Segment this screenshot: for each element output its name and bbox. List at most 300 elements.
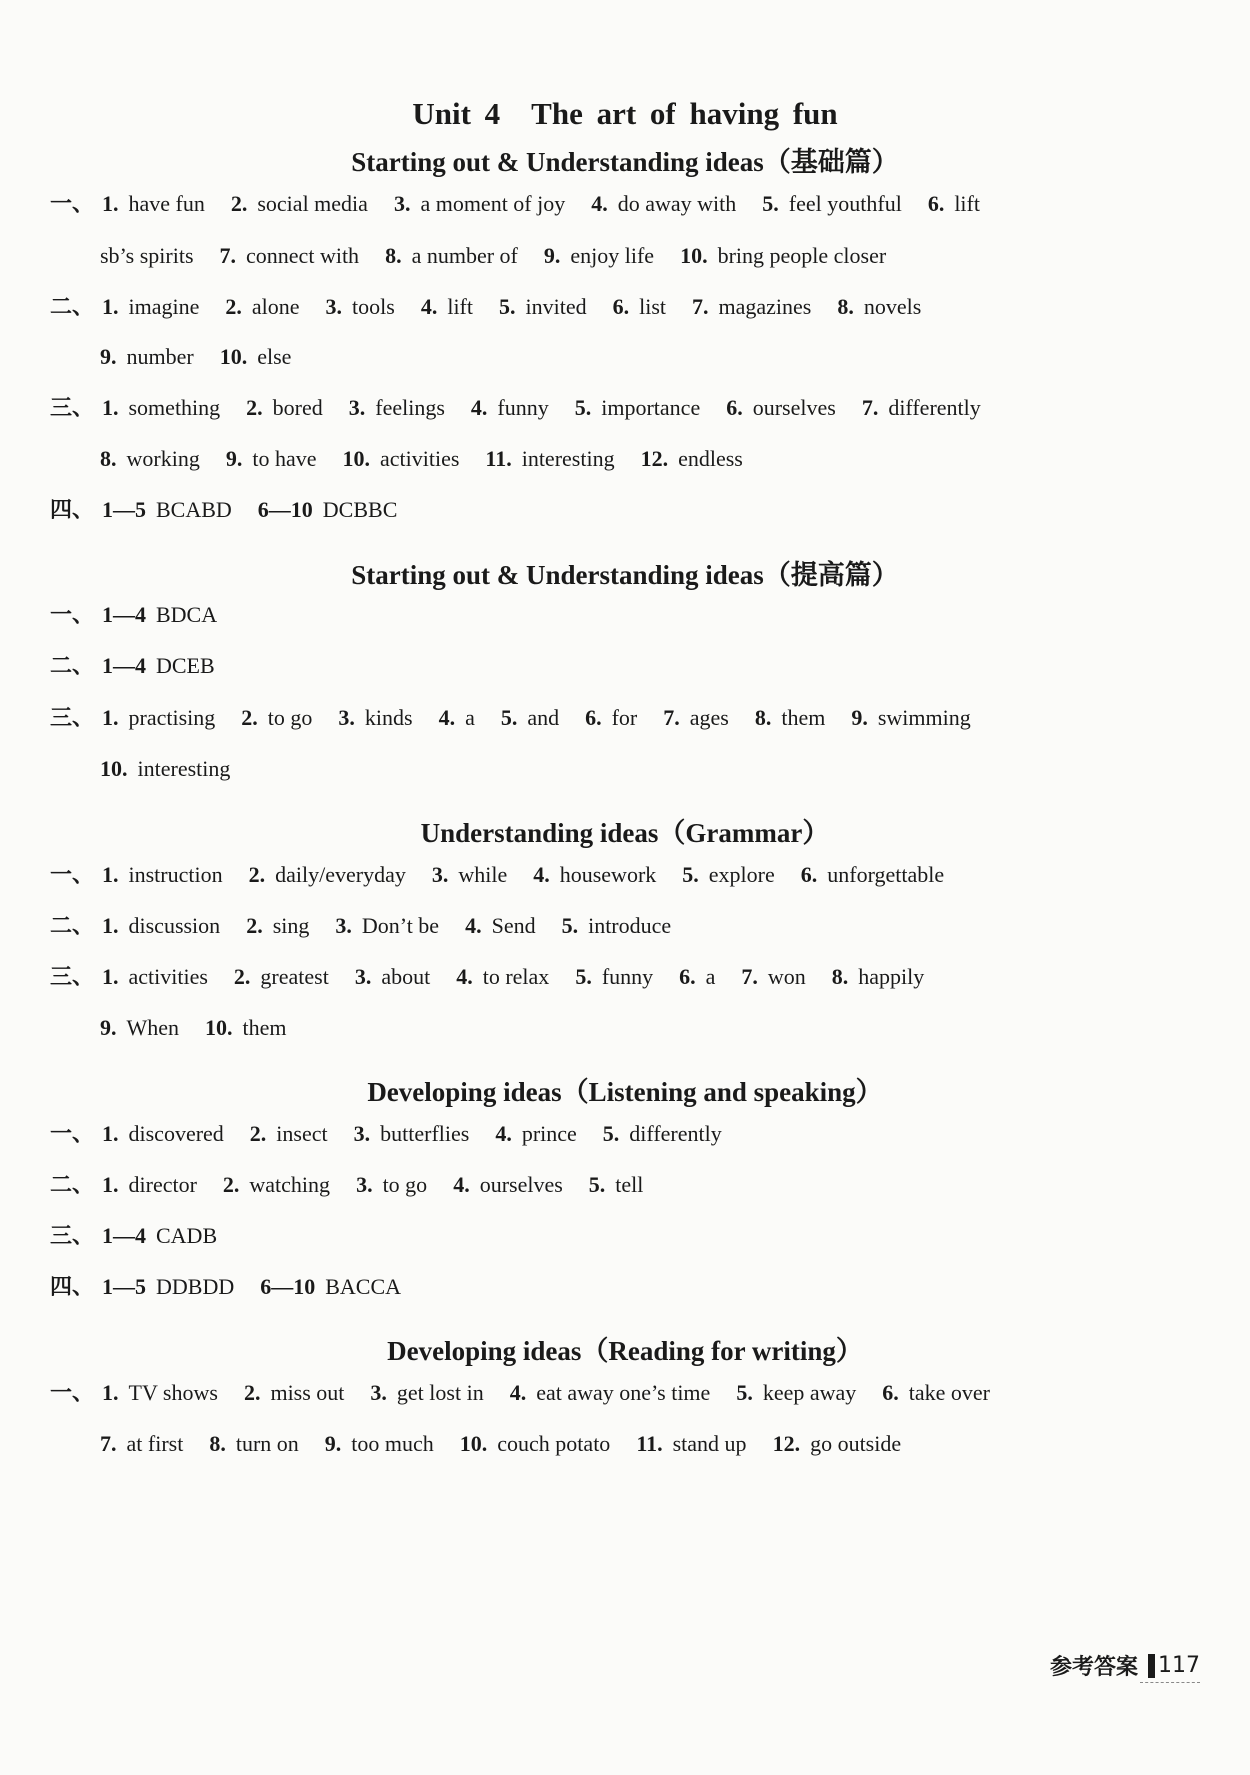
question-number: 4.	[438, 705, 456, 730]
answer-item	[591, 191, 736, 216]
answer-text: working	[126, 446, 200, 471]
answer-text: BCABD	[156, 497, 232, 522]
question-number: 8.	[754, 705, 772, 730]
question-number: 1—4	[102, 653, 146, 678]
question-number: 6—10	[260, 1274, 316, 1299]
answer-item	[338, 705, 412, 730]
answer-text: DCEB	[156, 653, 215, 678]
question-number: 2.	[230, 191, 248, 216]
part-marker: 三、	[50, 1223, 95, 1248]
answer-line	[50, 1378, 1210, 1408]
question-number: 6.	[882, 1380, 899, 1405]
answer-item	[102, 862, 223, 887]
question-number: 1.	[102, 395, 119, 420]
answer-text: greatest	[260, 964, 329, 989]
question-number: 3.	[353, 1121, 371, 1146]
answer-text: to go	[267, 705, 313, 730]
question-number: 3.	[356, 1172, 373, 1197]
answer-text: magazines	[718, 294, 812, 319]
answer-item	[636, 1431, 746, 1456]
answer-item	[510, 1380, 711, 1405]
question-number: 1—5	[102, 497, 146, 522]
question-number: 10.	[342, 446, 370, 471]
part-marker: 三、	[50, 705, 95, 730]
answer-text: them	[781, 705, 826, 730]
answer-text: bring people closer	[717, 243, 887, 268]
question-number: 2.	[248, 862, 266, 887]
answer-item	[249, 862, 406, 887]
answer-item	[102, 602, 217, 627]
answer-text: lift	[447, 294, 473, 319]
answer-text: sb’s spirits	[100, 243, 194, 268]
answer-item	[882, 1380, 990, 1405]
answer-item	[394, 191, 565, 216]
answer-text: sing	[272, 913, 310, 938]
question-number: 8.	[100, 446, 117, 471]
answer-item	[205, 1015, 287, 1040]
answer-text: funny	[601, 964, 654, 989]
question-number: 4.	[420, 294, 438, 319]
answer-line	[50, 495, 1210, 525]
question-number: 7.	[219, 243, 237, 268]
answer-text: while	[458, 862, 508, 887]
answer-item	[102, 913, 220, 938]
answer-text: endless	[678, 446, 743, 471]
section-title: Starting out & Understanding ideas（基础篇）	[351, 147, 899, 177]
answer-item	[100, 1015, 179, 1040]
question-number: 11.	[636, 1431, 663, 1456]
answer-item	[928, 191, 980, 216]
answer-line	[50, 1221, 1210, 1251]
question-number: 8.	[831, 964, 849, 989]
answer-text: ourselves	[479, 1172, 563, 1197]
question-number: 6.	[612, 294, 630, 319]
question-number: 4.	[495, 1121, 512, 1146]
answer-item	[225, 294, 299, 319]
answer-item	[851, 705, 970, 730]
answer-text: to have	[252, 446, 317, 471]
question-number: 5.	[736, 1380, 753, 1405]
answer-line	[100, 1013, 1210, 1043]
answer-text: swimming	[877, 705, 971, 730]
answer-text: number	[126, 344, 194, 369]
answer-line	[50, 1170, 1210, 1200]
question-number: 2.	[241, 705, 258, 730]
answer-item	[575, 964, 653, 989]
question-number: 3.	[393, 191, 411, 216]
answer-text: connect with	[246, 243, 360, 268]
answer-item	[485, 446, 614, 471]
question-number: 4.	[509, 1380, 527, 1405]
answer-text: interesting	[521, 446, 615, 471]
question-number: 6—10	[257, 497, 313, 522]
answer-item	[244, 1380, 344, 1405]
question-number: 10.	[219, 344, 248, 369]
answer-text: happily	[858, 964, 925, 989]
footer-rule	[1140, 1682, 1200, 1683]
answer-item	[762, 191, 902, 216]
question-number: 11.	[485, 446, 512, 471]
answer-item	[680, 243, 886, 268]
answer-text: differently	[629, 1121, 722, 1146]
question-number: 1.	[102, 862, 119, 887]
question-number: 5.	[588, 1172, 606, 1197]
answer-text: novels	[863, 294, 922, 319]
answer-text: to go	[382, 1172, 428, 1197]
question-number: 1.	[102, 1172, 119, 1197]
part-marker: 二、	[50, 1172, 95, 1197]
answer-item	[533, 862, 656, 887]
answer-item	[471, 395, 549, 420]
answer-item	[102, 294, 199, 319]
answer-item	[335, 913, 439, 938]
question-number: 3.	[431, 862, 449, 887]
answer-line	[100, 754, 1210, 784]
answer-line	[50, 860, 1210, 890]
answer-line	[50, 911, 1210, 941]
question-number: 10.	[459, 1431, 488, 1456]
answer-text: bored	[272, 395, 323, 420]
answer-text: turn on	[235, 1431, 299, 1456]
answer-item	[102, 1274, 234, 1299]
answer-line	[50, 292, 1210, 322]
part-marker: 二、	[50, 294, 95, 319]
answer-item	[234, 964, 329, 989]
answer-text: funny	[497, 395, 549, 420]
answer-text: interesting	[137, 756, 231, 781]
answer-item	[837, 294, 921, 319]
question-number: 5.	[602, 1121, 620, 1146]
answer-text: go outside	[810, 1431, 902, 1456]
question-number: 2.	[246, 913, 263, 938]
part-marker: 一、	[50, 862, 95, 887]
answer-item	[456, 964, 549, 989]
answer-line	[50, 1272, 1210, 1302]
part-marker: 一、	[50, 191, 95, 216]
answer-item	[641, 446, 743, 471]
question-number: 8.	[385, 243, 402, 268]
question-number: 7.	[100, 1431, 117, 1456]
question-number: 6.	[585, 705, 602, 730]
answer-text: tell	[615, 1172, 644, 1197]
answer-text: Send	[491, 913, 536, 938]
answer-text: DDBDD	[156, 1274, 235, 1299]
answer-item	[325, 1431, 434, 1456]
question-number: 3.	[354, 964, 372, 989]
answer-text: get lost in	[396, 1380, 484, 1405]
question-number: 8.	[209, 1431, 226, 1456]
answer-item	[432, 862, 507, 887]
answer-text: ourselves	[752, 395, 836, 420]
answer-text: keep away	[762, 1380, 857, 1405]
answer-item	[220, 243, 360, 268]
question-number: 4.	[470, 395, 488, 420]
answer-item	[100, 243, 194, 268]
question-number: 2.	[225, 294, 242, 319]
answer-text: social media	[257, 191, 368, 216]
question-number: 4.	[591, 191, 608, 216]
answer-item	[801, 862, 944, 887]
answer-text: eat away one’s time	[536, 1380, 711, 1405]
answer-text: a moment of joy	[420, 191, 566, 216]
question-number: 1—5	[102, 1274, 146, 1299]
answer-item	[102, 1223, 217, 1248]
answer-item	[726, 395, 836, 420]
answer-text: daily/everyday	[275, 862, 406, 887]
answer-line	[100, 444, 1210, 474]
part-marker: 四、	[50, 1274, 95, 1299]
question-number: 2.	[233, 964, 251, 989]
answer-text: lift	[954, 191, 980, 216]
answer-line	[100, 342, 1210, 372]
answer-item	[613, 294, 666, 319]
answer-line	[50, 393, 1210, 423]
answer-item	[832, 964, 925, 989]
answer-text: a	[465, 705, 475, 730]
answer-item	[220, 344, 292, 369]
answer-item	[741, 964, 805, 989]
question-number: 4.	[453, 1172, 470, 1197]
answer-item	[326, 294, 395, 319]
answer-line	[50, 962, 1210, 992]
answer-text: When	[126, 1015, 180, 1040]
answer-item	[736, 1380, 856, 1405]
question-number: 5.	[500, 705, 518, 730]
answer-text: butterflies	[380, 1121, 470, 1146]
answer-item	[102, 395, 220, 420]
question-number: 5.	[574, 395, 592, 420]
question-number: 2.	[246, 395, 263, 420]
answer-text: won	[767, 964, 806, 989]
answer-item	[589, 1172, 644, 1197]
answer-line	[50, 651, 1210, 681]
question-number: 1.	[102, 191, 119, 216]
question-number: 6.	[800, 862, 818, 887]
question-number: 9.	[100, 1015, 117, 1040]
section-title: Understanding ideas（Grammar）	[420, 818, 830, 848]
footer-label: 参考答案	[1049, 1655, 1138, 1680]
answer-text: unforgettable	[827, 862, 945, 887]
answer-item	[246, 395, 323, 420]
answer-text: ages	[689, 705, 729, 730]
answer-text: prince	[521, 1121, 577, 1146]
answer-item	[465, 913, 536, 938]
answer-item	[223, 1172, 330, 1197]
part-marker: 二、	[50, 913, 95, 938]
answer-line	[50, 703, 1210, 733]
answer-text: activities	[128, 964, 208, 989]
answer-item	[102, 705, 215, 730]
answer-text: feelings	[375, 395, 445, 420]
answer-text: BACCA	[325, 1274, 402, 1299]
part-marker: 三、	[50, 964, 95, 989]
question-number: 9.	[100, 344, 117, 369]
question-number: 4.	[465, 913, 482, 938]
answer-text: something	[128, 395, 221, 420]
part-marker: 一、	[50, 1121, 95, 1146]
question-number: 5.	[682, 862, 699, 887]
answer-item	[102, 964, 208, 989]
answer-item	[102, 1172, 197, 1197]
question-number: 1—4	[102, 602, 146, 627]
answer-item	[250, 1121, 328, 1146]
answer-item	[102, 1380, 218, 1405]
answer-line	[100, 1429, 1210, 1459]
answer-item	[102, 497, 232, 522]
answer-item	[501, 705, 559, 730]
question-number: 6.	[927, 191, 945, 216]
part-marker: 三、	[50, 395, 95, 420]
unit-title: Unit 4 The art of having fun	[412, 96, 838, 131]
answer-item	[102, 1121, 224, 1146]
part-marker: 四、	[50, 497, 95, 522]
answer-item	[102, 191, 205, 216]
answer-item	[342, 446, 459, 471]
answer-text: at first	[126, 1431, 184, 1456]
answer-item	[100, 446, 200, 471]
question-number: 9.	[851, 705, 868, 730]
part-marker: 一、	[50, 1380, 95, 1405]
answer-item	[663, 705, 729, 730]
answer-item	[499, 294, 587, 319]
question-number: 9.	[225, 446, 243, 471]
answer-text: DCBBC	[322, 497, 398, 522]
answer-line	[50, 600, 1210, 630]
page-number	[1148, 1653, 1200, 1678]
answer-item	[755, 705, 826, 730]
question-number: 1.	[102, 964, 119, 989]
question-number: 9.	[324, 1431, 342, 1456]
page-number-text: 117	[1158, 1653, 1200, 1678]
question-number: 3.	[325, 294, 343, 319]
answer-line	[50, 189, 1210, 219]
answer-item	[575, 395, 700, 420]
question-number: 7.	[741, 964, 758, 989]
answer-text: alone	[251, 294, 300, 319]
answer-text: BDCA	[156, 602, 218, 627]
answer-line	[50, 1119, 1210, 1149]
question-number: 1.	[102, 1380, 119, 1405]
answer-text: introduce	[588, 913, 672, 938]
answer-text: practising	[128, 705, 216, 730]
answer-item	[349, 395, 445, 420]
answer-text: housework	[559, 862, 657, 887]
answer-text: discussion	[128, 913, 221, 938]
question-number: 6.	[726, 395, 743, 420]
answer-item	[862, 395, 981, 420]
question-number: 3.	[348, 395, 366, 420]
question-number: 7.	[663, 705, 680, 730]
answer-text: CADB	[156, 1223, 218, 1248]
answer-text: enjoy life	[570, 243, 655, 268]
answer-item	[370, 1380, 483, 1405]
question-number: 6.	[679, 964, 696, 989]
answer-text: importance	[601, 395, 701, 420]
answer-item	[495, 1121, 576, 1146]
question-number: 12.	[640, 446, 669, 471]
answer-item	[354, 1121, 470, 1146]
answer-item	[421, 294, 473, 319]
answer-text: them	[242, 1015, 287, 1040]
answer-text: to relax	[482, 964, 550, 989]
answer-text: watching	[249, 1172, 331, 1197]
answer-text: have fun	[128, 191, 205, 216]
section-title: Starting out & Understanding ideas（提高篇）	[351, 560, 899, 590]
answer-text: a number of	[411, 243, 518, 268]
answer-item	[585, 705, 637, 730]
question-number: 9.	[543, 243, 561, 268]
answer-text: and	[527, 705, 560, 730]
answer-item	[460, 1431, 611, 1456]
answer-text: differently	[888, 395, 981, 420]
answer-text: feel youthful	[788, 191, 902, 216]
question-number: 4.	[533, 862, 550, 887]
answer-text: for	[611, 705, 638, 730]
answer-item	[692, 294, 811, 319]
answer-item	[453, 1172, 563, 1197]
answer-text: invited	[525, 294, 587, 319]
answer-item	[385, 243, 518, 268]
question-number: 7.	[861, 395, 879, 420]
question-number: 2.	[222, 1172, 240, 1197]
answer-item	[260, 1274, 401, 1299]
question-number: 10.	[205, 1015, 233, 1040]
question-number: 3.	[335, 913, 352, 938]
answer-text: TV shows	[128, 1380, 218, 1405]
answer-text: do away with	[617, 191, 737, 216]
question-number: 3.	[338, 705, 355, 730]
question-number: 2.	[249, 1121, 267, 1146]
answer-item	[100, 344, 194, 369]
question-number: 5.	[762, 191, 779, 216]
answer-text: instruction	[128, 862, 223, 887]
question-number: 10.	[680, 243, 708, 268]
question-number: 10.	[100, 756, 128, 781]
answer-item	[439, 705, 475, 730]
page-footer	[1050, 1650, 1200, 1681]
question-number: 1.	[102, 1121, 119, 1146]
section-title: Developing ideas（Listening and speaking）	[367, 1077, 883, 1107]
answer-text: tools	[352, 294, 395, 319]
answer-text: take over	[908, 1380, 990, 1405]
part-marker: 二、	[50, 653, 95, 678]
answer-item	[355, 964, 430, 989]
answer-text: list	[639, 294, 667, 319]
question-number: 1.	[102, 913, 119, 938]
question-number: 12.	[772, 1431, 801, 1456]
question-number: 4.	[456, 964, 473, 989]
answer-item	[102, 653, 215, 678]
answer-item	[231, 191, 368, 216]
answer-line	[100, 241, 1210, 271]
answer-item	[773, 1431, 902, 1456]
question-number: 1.	[102, 705, 119, 730]
answer-item	[544, 243, 654, 268]
answer-item	[682, 862, 774, 887]
answer-text: else	[257, 344, 292, 369]
section-title: Developing ideas（Reading for writing）	[387, 1336, 863, 1366]
answer-item	[679, 964, 715, 989]
answer-text: activities	[379, 446, 460, 471]
answer-text: kinds	[364, 705, 413, 730]
page-number-bar	[1148, 1654, 1155, 1678]
answer-text: couch potato	[497, 1431, 611, 1456]
answer-text: miss out	[270, 1380, 345, 1405]
answer-item	[356, 1172, 427, 1197]
answer-text: explore	[708, 862, 775, 887]
answer-item	[100, 1431, 183, 1456]
question-number: 8.	[837, 294, 854, 319]
